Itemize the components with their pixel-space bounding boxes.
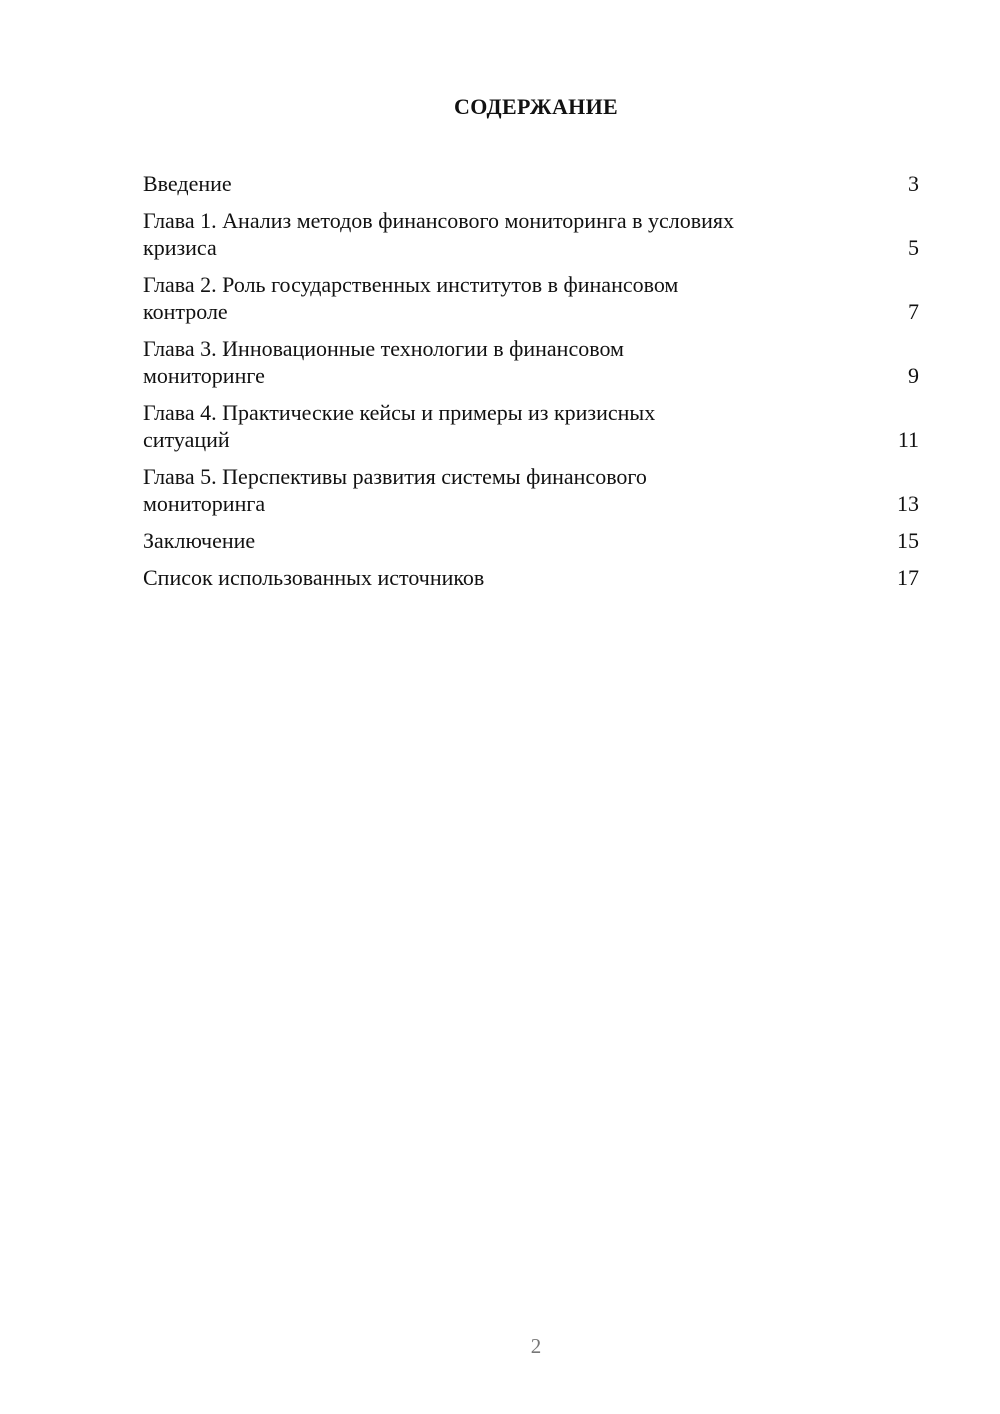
toc-entry-label-line1: Глава 3. Инновационные технологии в финансовом [143, 336, 624, 361]
toc-entry-label-line2: мониторинге [143, 363, 265, 388]
toc-entry-label-line2: кризиса [143, 235, 217, 260]
toc-entry-label-line2: контроле [143, 299, 228, 324]
toc-entry-label-line1: Глава 2. Роль государственных институтов в финансовом [143, 272, 679, 297]
toc-entry-page-number: 5 [908, 235, 919, 260]
toc-entry-label-line2: ситуаций [143, 427, 230, 452]
toc-entry-references [143, 564, 919, 591]
toc-entry-label-line2: мониторинга [143, 491, 266, 516]
toc-entry-chapter-4 [143, 399, 919, 453]
toc-entry-label: Заключение [143, 528, 256, 553]
toc-entry-label-line1: Глава 5. Перспективы развития системы финансового [143, 464, 647, 489]
toc-entry-label: Введение [143, 171, 232, 196]
toc-entry-label-line1: Глава 1. Анализ методов финансового мониторинга в условиях [143, 208, 735, 233]
toc-entry-page-number: 11 [897, 427, 919, 452]
table-of-contents [143, 170, 919, 601]
toc-entry-page-number: 9 [908, 363, 919, 388]
toc-entry-label-line1: Глава 4. Практические кейсы и примеры из кризисных [143, 400, 656, 425]
toc-entry-label: Список использованных источников [143, 565, 485, 590]
toc-entry-page-number: 17 [897, 565, 919, 590]
toc-entry-text [143, 170, 843, 197]
toc-entry-text [143, 399, 843, 453]
toc-entry-text [143, 527, 843, 554]
toc-title: СОДЕРЖАНИЕ [454, 94, 618, 119]
toc-entry-page-number: 13 [897, 491, 919, 516]
toc-entry-text [143, 463, 843, 517]
toc-entry-page-number: 7 [908, 299, 919, 324]
toc-entry-chapter-1 [143, 207, 919, 261]
toc-entry-page-number: 15 [897, 528, 919, 553]
toc-entry-conclusion [143, 527, 919, 554]
page-number: 2 [530, 1334, 542, 1358]
toc-entry-text [143, 564, 843, 591]
toc-entry-page-number: 3 [908, 171, 919, 196]
toc-entry-chapter-2 [143, 271, 919, 325]
toc-entry-chapter-5 [143, 463, 919, 517]
toc-entry-text [143, 335, 843, 389]
toc-entry-text [143, 271, 843, 325]
toc-entry-chapter-3 [143, 335, 919, 389]
toc-entry-text [143, 207, 843, 261]
toc-entry-introduction [143, 170, 919, 197]
